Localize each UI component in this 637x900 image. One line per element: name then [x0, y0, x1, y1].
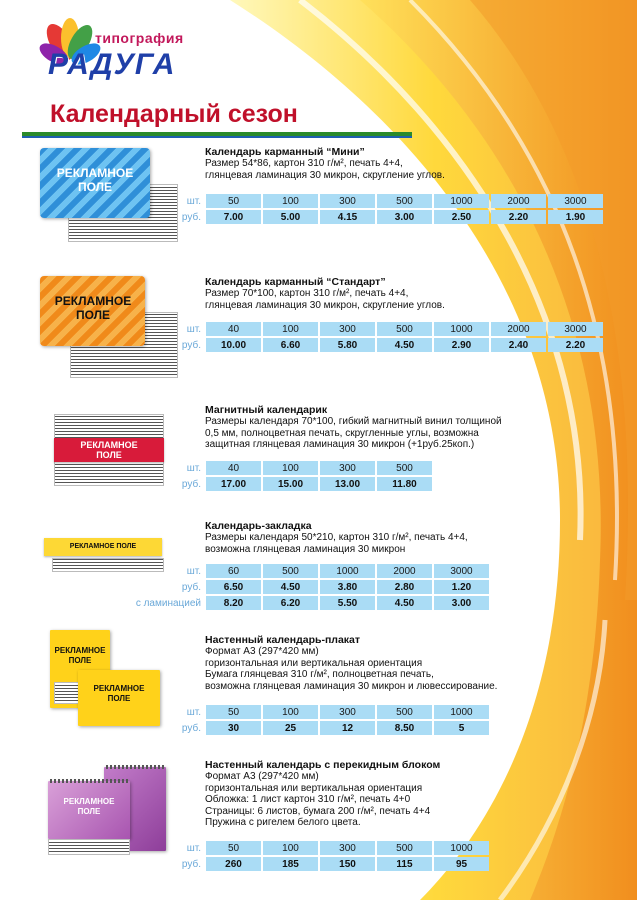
price-table	[168, 192, 605, 226]
price-row	[170, 210, 603, 224]
qty-cell: 1000	[320, 564, 375, 578]
quantity-row	[122, 564, 489, 578]
price-cell: 11.80	[377, 477, 432, 491]
price-label: руб.	[181, 211, 201, 223]
qty-cell: 500	[377, 461, 432, 475]
ad-label: РЕКЛАМНОЕ ПОЛЕ	[63, 797, 115, 816]
price-table	[168, 703, 491, 737]
price-cell: 1.20	[434, 580, 489, 594]
price-cell: 12	[320, 721, 375, 735]
qty-label: шт.	[186, 462, 201, 474]
price-cell: 5.80	[320, 338, 375, 352]
product-name: Календарь карманный “Стандарт”	[205, 276, 386, 288]
laminated-label: с ламинацией	[135, 597, 201, 609]
price-cell: 15.00	[263, 477, 318, 491]
price-row	[170, 477, 432, 491]
ad-label: РЕКЛАМНОЕ ПОЛЕ	[54, 646, 106, 665]
product-name: Календарь-закладка	[205, 520, 312, 532]
price-cell: 260	[206, 857, 261, 871]
qty-cell: 3000	[434, 564, 489, 578]
qty-cell: 60	[206, 564, 261, 578]
quantity-row	[170, 841, 489, 855]
qty-cell: 300	[320, 461, 375, 475]
qty-cell: 500	[377, 194, 432, 208]
qty-label: шт.	[186, 842, 201, 854]
price-cell: 5	[434, 721, 489, 735]
quantity-row	[170, 322, 603, 336]
price-label: руб.	[181, 858, 201, 870]
ad-label: РЕКЛАМНОЕ ПОЛЕ	[93, 684, 145, 703]
price-row	[122, 580, 489, 594]
price-cell: 2.20	[548, 338, 603, 352]
qty-cell: 500	[377, 841, 432, 855]
qty-cell: 300	[320, 705, 375, 719]
product-thumbnail	[54, 414, 164, 486]
qty-cell: 40	[206, 322, 261, 336]
product-name: Настенный календарь-плакат	[205, 634, 361, 646]
price-cell: 4.15	[320, 210, 375, 224]
price-cell: 25	[263, 721, 318, 735]
price-cell: 2.90	[434, 338, 489, 352]
price-cell: 10.00	[206, 338, 261, 352]
price-table	[168, 320, 605, 354]
laminated-price-row	[122, 596, 489, 610]
quantity-row	[170, 461, 432, 475]
price-cell: 150	[320, 857, 375, 871]
price-cell: 4.50	[377, 338, 432, 352]
price-label: руб.	[181, 581, 201, 593]
price-cell: 1.90	[548, 210, 603, 224]
price-table	[120, 562, 491, 612]
logo-subtitle: типография	[95, 30, 184, 46]
qty-cell: 50	[206, 194, 261, 208]
qty-cell: 100	[263, 705, 318, 719]
price-cell: 4.50	[263, 580, 318, 594]
qty-cell: 300	[320, 841, 375, 855]
price-cell: 7.00	[206, 210, 261, 224]
product-thumbnail	[40, 148, 180, 238]
price-cell: 3.00	[434, 596, 489, 610]
product-description: Размер 54*86, картон 310 г/м², печать 4+4, глянцевая ламинация 30 микрон, скругление углов.	[205, 158, 445, 181]
product-description: Формат А3 (297*420 мм) горизонтальная или вертикальная ориентация Бумага глянцевая 310 г/м², полноцветная печать, возможна глянцевая ламинация 30 микрон и лювессирование.	[205, 646, 498, 692]
price-cell: 3.00	[377, 210, 432, 224]
qty-cell: 3000	[548, 194, 603, 208]
ad-label: РЕКЛАМНОЕ ПОЛЕ	[80, 440, 138, 460]
price-label: руб.	[181, 339, 201, 351]
price-cell: 8.20	[206, 596, 261, 610]
logo-name: РАДУГА	[48, 48, 176, 81]
price-cell: 95	[434, 857, 489, 871]
product-description: Размеры календаря 50*210, картон 310 г/м², печать 4+4, возможна глянцевая ламинация 30 микрон	[205, 532, 468, 555]
qty-cell: 100	[263, 461, 318, 475]
price-row	[170, 857, 489, 871]
price-cell: 30	[206, 721, 261, 735]
qty-cell: 40	[206, 461, 261, 475]
qty-label: шт.	[186, 565, 201, 577]
qty-cell: 2000	[491, 194, 546, 208]
qty-cell: 2000	[377, 564, 432, 578]
price-cell: 5.50	[320, 596, 375, 610]
price-cell: 6.20	[263, 596, 318, 610]
price-cell: 4.50	[377, 596, 432, 610]
price-cell: 2.50	[434, 210, 489, 224]
qty-cell: 500	[377, 705, 432, 719]
price-cell: 8.50	[377, 721, 432, 735]
qty-cell: 300	[320, 322, 375, 336]
product-name: Календарь карманный “Мини”	[205, 146, 365, 158]
product-name: Магнитный календарик	[205, 404, 328, 416]
price-row	[170, 721, 489, 735]
qty-cell: 50	[206, 705, 261, 719]
qty-label: шт.	[186, 706, 201, 718]
product-thumbnail	[48, 767, 168, 863]
qty-cell: 3000	[548, 322, 603, 336]
qty-cell: 500	[377, 322, 432, 336]
qty-label: шт.	[186, 195, 201, 207]
product-thumbnail	[40, 276, 180, 376]
qty-cell: 500	[263, 564, 318, 578]
qty-cell: 1000	[434, 194, 489, 208]
price-row	[170, 338, 603, 352]
page-title: Календарный сезон	[50, 100, 298, 128]
product-name: Настенный календарь с перекидным блоком	[205, 759, 441, 771]
price-label: руб.	[181, 722, 201, 734]
quantity-row	[170, 194, 603, 208]
price-table	[168, 839, 491, 873]
price-cell: 5.00	[263, 210, 318, 224]
price-table	[168, 459, 434, 493]
qty-cell: 1000	[434, 705, 489, 719]
price-cell: 115	[377, 857, 432, 871]
qty-cell: 2000	[491, 322, 546, 336]
title-underline	[22, 132, 412, 138]
ad-label: РЕКЛАМНОЕ ПОЛЕ	[54, 294, 132, 322]
product-description: Размер 70*100, картон 310 г/м², печать 4+4, глянцевая ламинация 30 микрон, скругление углов.	[205, 288, 445, 311]
price-cell: 6.50	[206, 580, 261, 594]
price-label: руб.	[181, 478, 201, 490]
qty-cell: 100	[263, 322, 318, 336]
product-thumbnail	[50, 630, 165, 730]
quantity-row	[170, 705, 489, 719]
price-cell: 3.80	[320, 580, 375, 594]
product-description: Размеры календаря 70*100, гибкий магнитный винил толщиной 0,5 мм, полноцветная печать, скругленные углы, возможна защитная глянцевая ламинация 30 микрон (+1руб.25коп.)	[205, 416, 502, 450]
price-cell: 2.40	[491, 338, 546, 352]
product-description: Формат А3 (297*420 мм) горизонтальная или вертикальная ориентация Обложка: 1 лист картон 310 г/м², печать 4+0 Страницы: 6 листов, бумага 200 г/м², печать 4+4 Пружина с ригелем белого цвета.	[205, 771, 431, 828]
qty-cell: 1000	[434, 841, 489, 855]
price-cell: 13.00	[320, 477, 375, 491]
qty-cell: 100	[263, 841, 318, 855]
qty-cell: 300	[320, 194, 375, 208]
price-cell: 2.80	[377, 580, 432, 594]
qty-cell: 50	[206, 841, 261, 855]
ad-label: РЕКЛАМНОЕ ПОЛЕ	[56, 166, 134, 194]
qty-cell: 1000	[434, 322, 489, 336]
ad-label: РЕКЛАМНОЕ ПОЛЕ	[69, 543, 137, 550]
price-cell: 2.20	[491, 210, 546, 224]
price-cell: 17.00	[206, 477, 261, 491]
qty-cell: 100	[263, 194, 318, 208]
price-cell: 185	[263, 857, 318, 871]
qty-label: шт.	[186, 323, 201, 335]
price-cell: 6.60	[263, 338, 318, 352]
